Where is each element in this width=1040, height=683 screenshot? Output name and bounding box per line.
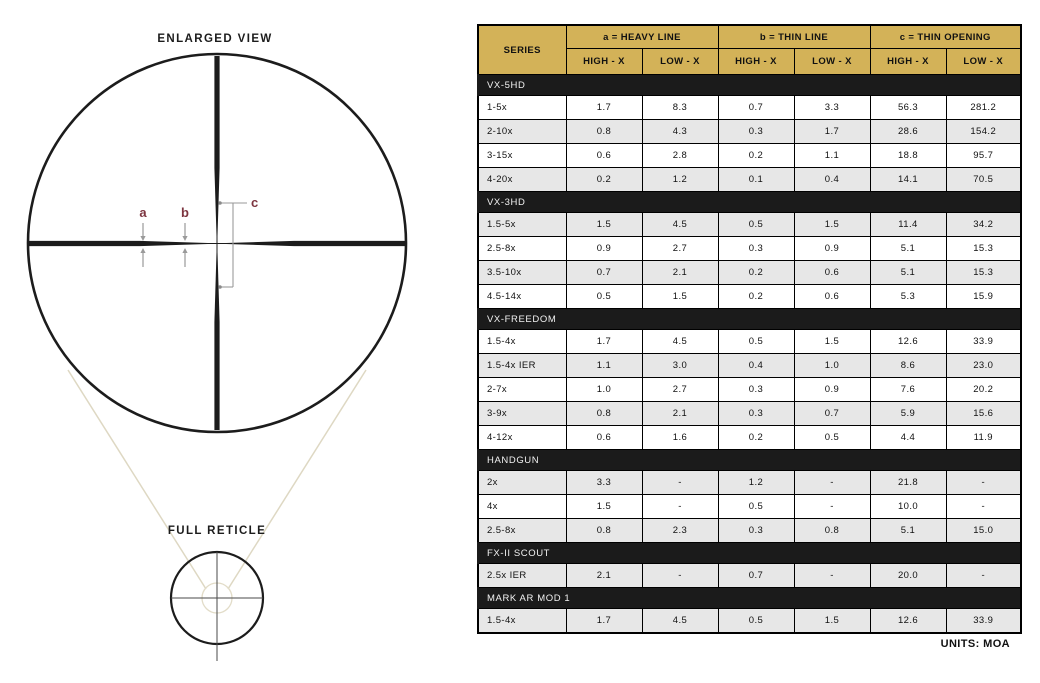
value-cell: 1.0 bbox=[566, 378, 642, 402]
value-cell: 1.5 bbox=[566, 213, 642, 237]
table-row bbox=[478, 402, 1021, 426]
value-cell: 5.1 bbox=[870, 261, 946, 285]
value-cell: 0.5 bbox=[718, 213, 794, 237]
value-cell: 0.9 bbox=[566, 237, 642, 261]
marker-b-label: b bbox=[181, 205, 189, 220]
marker-c-label: c bbox=[251, 195, 259, 210]
series-cell: 4x bbox=[478, 495, 566, 519]
spec-table-body bbox=[478, 75, 1021, 634]
value-cell: 8.3 bbox=[642, 96, 718, 120]
section-title: MARK AR MOD 1 bbox=[478, 588, 1021, 609]
value-cell: 0.2 bbox=[718, 144, 794, 168]
value-cell: 1.5 bbox=[566, 495, 642, 519]
value-cell: 0.8 bbox=[566, 120, 642, 144]
value-cell: 11.9 bbox=[946, 426, 1021, 450]
heavy-post-right bbox=[226, 241, 405, 246]
value-cell: 15.0 bbox=[946, 519, 1021, 543]
value-cell: 0.2 bbox=[718, 426, 794, 450]
value-cell: 5.1 bbox=[870, 519, 946, 543]
value-cell: 0.7 bbox=[566, 261, 642, 285]
series-cell: 2.5x IER bbox=[478, 564, 566, 588]
value-cell: 0.5 bbox=[718, 330, 794, 354]
value-cell: 7.6 bbox=[870, 378, 946, 402]
table-row bbox=[478, 564, 1021, 588]
series-cell: 4-12x bbox=[478, 426, 566, 450]
series-cell: 3-9x bbox=[478, 402, 566, 426]
marker-b-arrowhead-up bbox=[182, 248, 187, 253]
series-column-header: SERIES bbox=[478, 25, 566, 75]
table-row bbox=[478, 426, 1021, 450]
table-row bbox=[478, 96, 1021, 120]
marker-b-arrowhead-down bbox=[182, 236, 187, 241]
section-header-row bbox=[478, 450, 1021, 471]
value-cell: 1.2 bbox=[642, 168, 718, 192]
value-cell: 1.7 bbox=[794, 120, 870, 144]
value-cell: - bbox=[794, 495, 870, 519]
marker-c-bottom-dot bbox=[218, 285, 222, 289]
projection-line-right bbox=[228, 370, 366, 589]
value-cell: 0.2 bbox=[718, 261, 794, 285]
value-cell: 23.0 bbox=[946, 354, 1021, 378]
table-row bbox=[478, 168, 1021, 192]
value-cell: 0.3 bbox=[718, 120, 794, 144]
reticle-dimensions-table bbox=[477, 24, 1022, 634]
value-cell: 3.3 bbox=[794, 96, 870, 120]
value-cell: - bbox=[642, 495, 718, 519]
series-cell: 2x bbox=[478, 471, 566, 495]
heavy-post-bottom bbox=[214, 252, 219, 430]
header-group-row bbox=[478, 25, 1021, 49]
value-cell: 33.9 bbox=[946, 609, 1021, 634]
value-cell: 1.2 bbox=[718, 471, 794, 495]
value-cell: 18.8 bbox=[870, 144, 946, 168]
value-cell: 15.3 bbox=[946, 261, 1021, 285]
value-cell: 3.0 bbox=[642, 354, 718, 378]
value-cell: 1.0 bbox=[794, 354, 870, 378]
marker-a-arrowhead-up bbox=[140, 248, 145, 253]
section-title: VX-FREEDOM bbox=[478, 309, 1021, 330]
value-cell: - bbox=[946, 564, 1021, 588]
table-row bbox=[478, 471, 1021, 495]
value-cell: 5.9 bbox=[870, 402, 946, 426]
table-row bbox=[478, 120, 1021, 144]
value-cell: 28.6 bbox=[870, 120, 946, 144]
group-header-heavy-line: a = HEAVY LINE bbox=[566, 25, 718, 49]
value-cell: 1.7 bbox=[566, 330, 642, 354]
series-cell: 2.5-8x bbox=[478, 237, 566, 261]
subheader-high-x: HIGH - X bbox=[718, 49, 794, 75]
value-cell: 15.6 bbox=[946, 402, 1021, 426]
section-header-row bbox=[478, 192, 1021, 213]
table-row bbox=[478, 261, 1021, 285]
value-cell: 0.2 bbox=[566, 168, 642, 192]
section-header-row bbox=[478, 588, 1021, 609]
heavy-post-left bbox=[29, 241, 208, 246]
marker-a-arrowhead-down bbox=[140, 236, 145, 241]
value-cell: 70.5 bbox=[946, 168, 1021, 192]
value-cell: 14.1 bbox=[870, 168, 946, 192]
value-cell: 12.6 bbox=[870, 609, 946, 634]
series-cell: 1.5-4x IER bbox=[478, 354, 566, 378]
value-cell: 0.7 bbox=[718, 96, 794, 120]
value-cell: 1.7 bbox=[566, 96, 642, 120]
value-cell: 154.2 bbox=[946, 120, 1021, 144]
subheader-low-x: LOW - X bbox=[794, 49, 870, 75]
value-cell: 0.3 bbox=[718, 402, 794, 426]
subheader-low-x: LOW - X bbox=[946, 49, 1021, 75]
series-cell: 2.5-8x bbox=[478, 519, 566, 543]
value-cell: 56.3 bbox=[870, 96, 946, 120]
table-row bbox=[478, 609, 1021, 634]
value-cell: 15.3 bbox=[946, 237, 1021, 261]
value-cell: 10.0 bbox=[870, 495, 946, 519]
value-cell: 1.5 bbox=[794, 609, 870, 634]
value-cell: 0.9 bbox=[794, 237, 870, 261]
value-cell: - bbox=[794, 471, 870, 495]
series-cell: 4.5-14x bbox=[478, 285, 566, 309]
value-cell: 0.4 bbox=[794, 168, 870, 192]
value-cell: 0.5 bbox=[718, 495, 794, 519]
section-header-row bbox=[478, 75, 1021, 96]
value-cell: 12.6 bbox=[870, 330, 946, 354]
value-cell: 95.7 bbox=[946, 144, 1021, 168]
value-cell: 0.1 bbox=[718, 168, 794, 192]
table-row bbox=[478, 495, 1021, 519]
value-cell: 0.6 bbox=[566, 426, 642, 450]
table-row bbox=[478, 354, 1021, 378]
value-cell: 4.5 bbox=[642, 609, 718, 634]
value-cell: 0.5 bbox=[718, 609, 794, 634]
value-cell: 0.7 bbox=[718, 564, 794, 588]
value-cell: 0.7 bbox=[794, 402, 870, 426]
table-row bbox=[478, 144, 1021, 168]
table-row bbox=[478, 519, 1021, 543]
series-cell: 2-7x bbox=[478, 378, 566, 402]
subheader-high-x: HIGH - X bbox=[566, 49, 642, 75]
projection-line-left bbox=[68, 370, 206, 589]
value-cell: 0.8 bbox=[794, 519, 870, 543]
value-cell: 11.4 bbox=[870, 213, 946, 237]
value-cell: 2.3 bbox=[642, 519, 718, 543]
value-cell: 1.1 bbox=[566, 354, 642, 378]
value-cell: 1.5 bbox=[794, 213, 870, 237]
value-cell: 1.1 bbox=[794, 144, 870, 168]
value-cell: 20.2 bbox=[946, 378, 1021, 402]
subheader-low-x: LOW - X bbox=[642, 49, 718, 75]
value-cell: 4.4 bbox=[870, 426, 946, 450]
section-title: FX-II SCOUT bbox=[478, 543, 1021, 564]
value-cell: 0.4 bbox=[718, 354, 794, 378]
table-row bbox=[478, 285, 1021, 309]
table-row bbox=[478, 213, 1021, 237]
group-header-thin-opening: c = THIN OPENING bbox=[870, 25, 1021, 49]
value-cell: 1.5 bbox=[642, 285, 718, 309]
value-cell: 0.3 bbox=[718, 237, 794, 261]
value-cell: 0.8 bbox=[566, 402, 642, 426]
value-cell: - bbox=[946, 471, 1021, 495]
value-cell: 0.2 bbox=[718, 285, 794, 309]
units-note: UNITS: MOA bbox=[940, 638, 1010, 650]
value-cell: 33.9 bbox=[946, 330, 1021, 354]
value-cell: 4.5 bbox=[642, 330, 718, 354]
value-cell: 0.3 bbox=[718, 378, 794, 402]
section-header-row bbox=[478, 543, 1021, 564]
group-header-thin-line: b = THIN LINE bbox=[718, 25, 870, 49]
value-cell: - bbox=[794, 564, 870, 588]
series-cell: 1.5-4x bbox=[478, 609, 566, 634]
series-cell: 2-10x bbox=[478, 120, 566, 144]
value-cell: 34.2 bbox=[946, 213, 1021, 237]
value-cell: 1.5 bbox=[794, 330, 870, 354]
value-cell: 0.6 bbox=[566, 144, 642, 168]
value-cell: 0.9 bbox=[794, 378, 870, 402]
marker-c-top-dot bbox=[218, 201, 222, 205]
subheader-high-x: HIGH - X bbox=[870, 49, 946, 75]
value-cell: 0.8 bbox=[566, 519, 642, 543]
value-cell: - bbox=[946, 495, 1021, 519]
value-cell: 0.5 bbox=[794, 426, 870, 450]
value-cell: 4.5 bbox=[642, 213, 718, 237]
series-cell: 4-20x bbox=[478, 168, 566, 192]
value-cell: 8.6 bbox=[870, 354, 946, 378]
section-header-row bbox=[478, 309, 1021, 330]
value-cell: 5.3 bbox=[870, 285, 946, 309]
value-cell: 3.3 bbox=[566, 471, 642, 495]
full-reticle-label: FULL RETICLE bbox=[167, 525, 267, 537]
value-cell: 4.3 bbox=[642, 120, 718, 144]
series-cell: 1-5x bbox=[478, 96, 566, 120]
value-cell: 1.7 bbox=[566, 609, 642, 634]
series-cell: 1.5-5x bbox=[478, 213, 566, 237]
value-cell: 1.6 bbox=[642, 426, 718, 450]
enlarged-view-label: ENLARGED VIEW bbox=[157, 33, 273, 45]
spec-table-container bbox=[477, 24, 1020, 650]
reticle-diagram bbox=[0, 0, 470, 683]
value-cell: 2.8 bbox=[642, 144, 718, 168]
value-cell: 281.2 bbox=[946, 96, 1021, 120]
value-cell: 2.1 bbox=[642, 261, 718, 285]
value-cell: - bbox=[642, 564, 718, 588]
section-title: VX-3HD bbox=[478, 192, 1021, 213]
table-row bbox=[478, 237, 1021, 261]
series-cell: 3.5-10x bbox=[478, 261, 566, 285]
series-cell: 1.5-4x bbox=[478, 330, 566, 354]
value-cell: 15.9 bbox=[946, 285, 1021, 309]
value-cell: 2.7 bbox=[642, 237, 718, 261]
series-cell: 3-15x bbox=[478, 144, 566, 168]
value-cell: 0.3 bbox=[718, 519, 794, 543]
value-cell: 2.1 bbox=[566, 564, 642, 588]
table-row bbox=[478, 330, 1021, 354]
marker-a-label: a bbox=[139, 205, 147, 220]
heavy-post-top bbox=[214, 56, 219, 236]
value-cell: 2.7 bbox=[642, 378, 718, 402]
section-title: HANDGUN bbox=[478, 450, 1021, 471]
value-cell: 2.1 bbox=[642, 402, 718, 426]
value-cell: 20.0 bbox=[870, 564, 946, 588]
section-title: VX-5HD bbox=[478, 75, 1021, 96]
value-cell: - bbox=[642, 471, 718, 495]
value-cell: 0.6 bbox=[794, 261, 870, 285]
value-cell: 21.8 bbox=[870, 471, 946, 495]
value-cell: 0.6 bbox=[794, 285, 870, 309]
table-row bbox=[478, 378, 1021, 402]
value-cell: 0.5 bbox=[566, 285, 642, 309]
value-cell: 5.1 bbox=[870, 237, 946, 261]
